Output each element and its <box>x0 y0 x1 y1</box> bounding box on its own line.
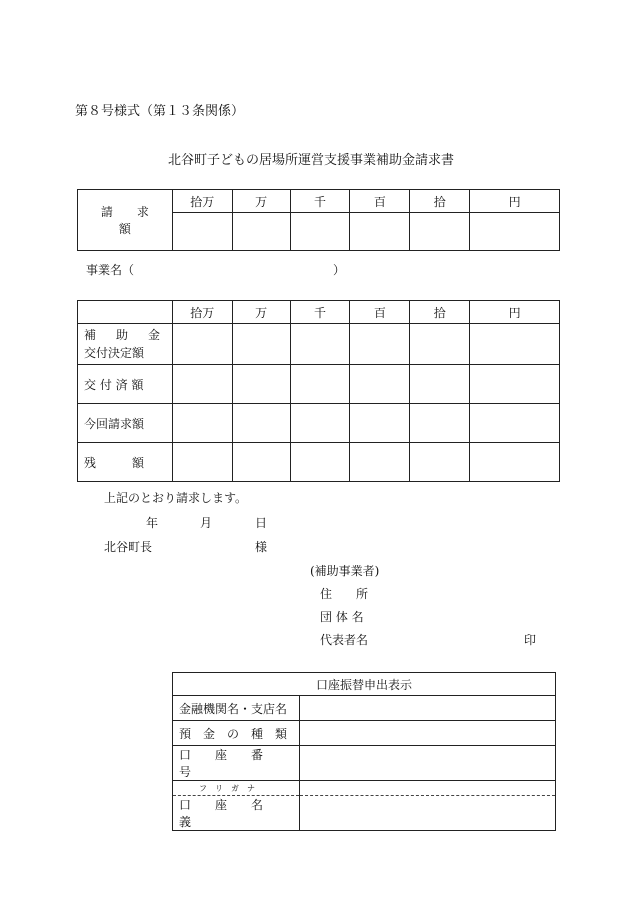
amount-cell[interactable] <box>470 324 560 365</box>
bank-table-title: 口座振替申出表示 <box>173 673 556 696</box>
date-year: 年 <box>146 516 159 530</box>
amount-cell[interactable] <box>470 365 560 404</box>
amount-cell[interactable] <box>232 213 290 251</box>
form-number: 第８号様式（第１３条関係） <box>75 104 245 119</box>
account-name-label: 口 座 名 義 <box>173 796 300 831</box>
amount-cell[interactable] <box>172 365 232 404</box>
row-label-current: 今回請求額 <box>78 404 173 443</box>
project-name-field[interactable] <box>150 258 330 276</box>
amount-cell[interactable] <box>172 213 232 251</box>
account-number-label: 口 座 番 号 <box>173 746 300 781</box>
applicant-header: (補助事業者) <box>310 564 380 578</box>
table-row <box>78 404 560 443</box>
amount-cell[interactable] <box>470 213 560 251</box>
page-title: 北谷町子どもの居場所運営支援事業補助金請求書 <box>168 153 455 168</box>
furigana-field[interactable] <box>299 781 555 796</box>
amount-cell[interactable] <box>290 404 350 443</box>
honorific: 様 <box>255 540 268 554</box>
amount-cell[interactable] <box>290 443 350 482</box>
row-label-line1: 補 助 金 <box>84 328 165 342</box>
project-name-close: ） <box>333 263 346 277</box>
deposit-type-field[interactable] <box>299 721 555 746</box>
row-label-paid: 交 付 済 額 <box>78 365 173 404</box>
digit-header: 百 <box>350 190 410 213</box>
deposit-type-label: 預 金 の 種 類 <box>173 721 300 746</box>
table-row <box>78 443 560 482</box>
amount-cell[interactable] <box>172 404 232 443</box>
subsidy-table <box>77 300 560 482</box>
amount-cell[interactable] <box>410 213 470 251</box>
date-month: 月 <box>200 516 213 530</box>
row-label-remaining: 残 額 <box>78 443 173 482</box>
digit-header: 拾万 <box>172 190 232 213</box>
corner-cell <box>78 301 173 324</box>
amount-cell[interactable] <box>470 404 560 443</box>
amount-cell[interactable] <box>350 213 410 251</box>
digit-header: 円 <box>470 190 560 213</box>
bank-transfer-table <box>172 672 556 831</box>
digit-header: 拾 <box>410 190 470 213</box>
request-statement: 上記のとおり請求します。 <box>104 491 248 505</box>
amount-cell[interactable] <box>350 324 410 365</box>
amount-cell[interactable] <box>350 443 410 482</box>
table-row <box>78 365 560 404</box>
amount-cell[interactable] <box>232 324 290 365</box>
amount-cell[interactable] <box>290 324 350 365</box>
amount-cell[interactable] <box>410 365 470 404</box>
furigana-label: フ リ ガ ナ <box>173 781 300 796</box>
digit-header: 拾万 <box>172 301 232 324</box>
institution-field[interactable] <box>299 696 555 721</box>
amount-cell[interactable] <box>172 324 232 365</box>
digit-header: 千 <box>290 190 350 213</box>
group-name-label: 団 体 名 <box>320 610 364 624</box>
amount-cell[interactable] <box>350 404 410 443</box>
amount-cell[interactable] <box>290 365 350 404</box>
address-label: 住 所 <box>320 587 369 601</box>
amount-cell[interactable] <box>232 443 290 482</box>
amount-cell[interactable] <box>410 324 470 365</box>
amount-cell[interactable] <box>410 443 470 482</box>
date-day: 日 <box>255 516 268 530</box>
amount-cell[interactable] <box>232 365 290 404</box>
amount-cell[interactable] <box>470 443 560 482</box>
row-label-decided <box>78 324 173 365</box>
amount-cell[interactable] <box>172 443 232 482</box>
table-row <box>78 324 560 365</box>
representative-label: 代表者名 <box>320 633 369 647</box>
account-name-field[interactable] <box>299 796 555 831</box>
digit-header: 万 <box>232 190 290 213</box>
amount-cell[interactable] <box>232 404 290 443</box>
digit-header: 千 <box>290 301 350 324</box>
digit-header: 万 <box>232 301 290 324</box>
digit-header: 百 <box>350 301 410 324</box>
account-number-field[interactable] <box>299 746 555 781</box>
amount-cell[interactable] <box>350 365 410 404</box>
addressee: 北谷町長 <box>104 540 153 554</box>
project-name-label: 事業名（ <box>86 263 135 277</box>
request-amount-table <box>77 189 560 251</box>
digit-header: 円 <box>470 301 560 324</box>
row-label-line2: 交付決定額 <box>84 346 145 360</box>
request-amount-label: 請 求 額 <box>78 190 173 251</box>
seal-label: 印 <box>524 633 537 647</box>
amount-cell[interactable] <box>290 213 350 251</box>
institution-label: 金融機関名・支店名 <box>173 696 300 721</box>
amount-cell[interactable] <box>410 404 470 443</box>
digit-header: 拾 <box>410 301 470 324</box>
